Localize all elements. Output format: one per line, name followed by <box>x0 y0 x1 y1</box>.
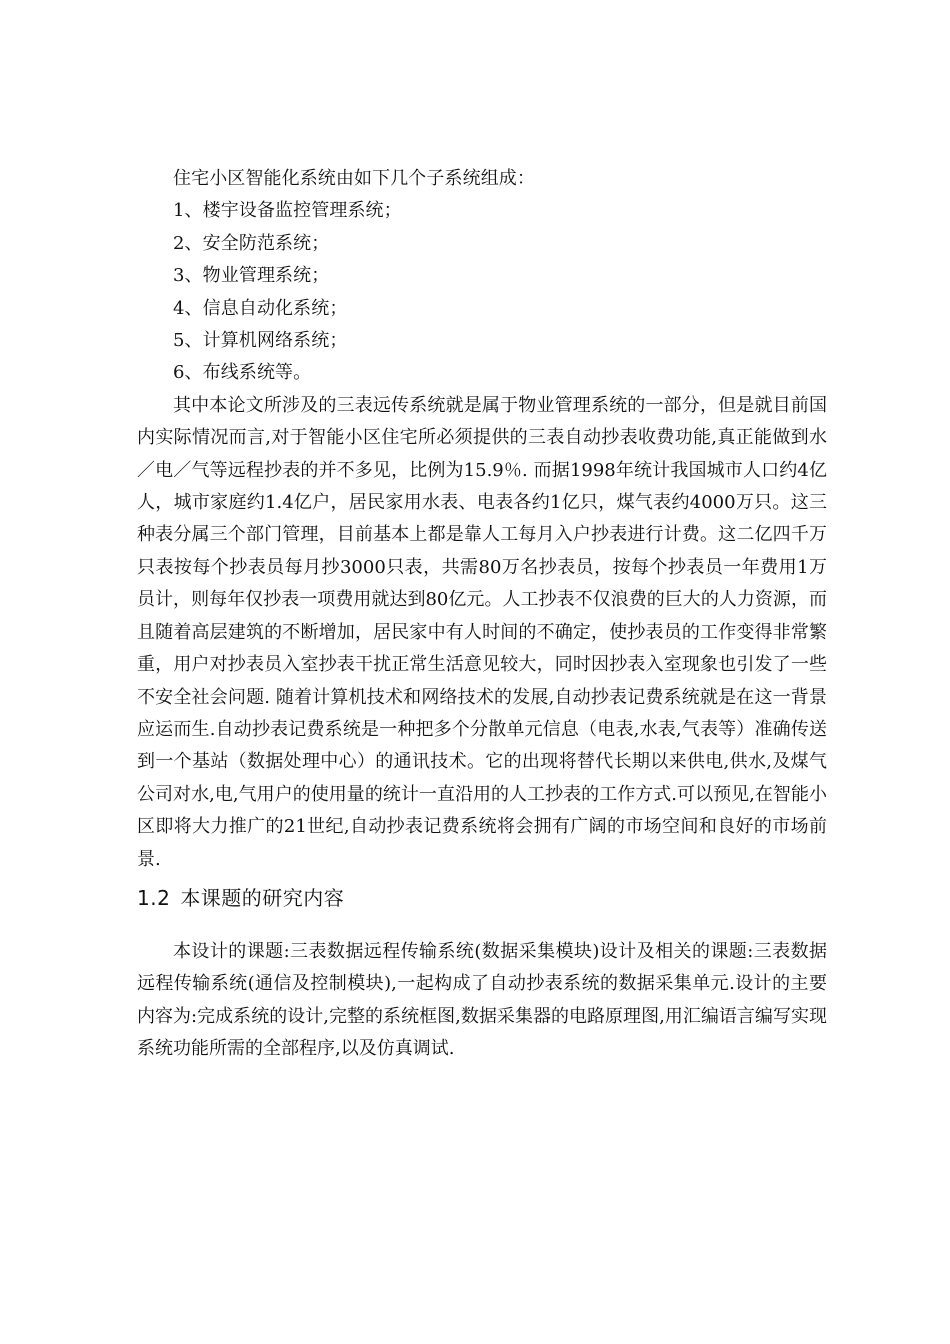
subsystem-item: 6、布线系统等。 <box>173 362 312 384</box>
subsystem-item: 2、安全防范系统； <box>173 232 330 254</box>
subsystem-item: 5、计算机网络系统； <box>173 330 348 352</box>
subsystem-item: 3、物业管理系统； <box>173 265 330 287</box>
page-body <box>137 163 827 1066</box>
subsystem-list <box>137 195 827 389</box>
intro-text: 住宅小区智能化系统由如下几个子系统组成： <box>173 168 535 189</box>
body-paragraph-research-content: 本设计的课题:三表数据远程传输系统(数据采集模块)设计及相关的课题:三表数据远程传输系统(通信及控制模块),一起构成了自动抄表系统的数据采集单元.设计的主要内容为:完成系统的设计,完整的系统框图,数据采集器的电路原理图,用汇编语言编写实现系统功能所需的全部程序,以及仿真调试. <box>137 940 827 1060</box>
body-paragraph-background: 其中本论文所涉及的三表远传系统就是属于物业管理系统的一部分，但是就目前国内实际情况而言,对于智能小区住宅所必须提供的三表自动抄表收费功能,真正能做到水／电／气等远程抄表的并不多见，比例为15.9％. 而据1998年统计我国城市人口约4亿人，城市家庭约1.4亿户，居民家用水表、电表各约1亿只，煤气表约4000万只。这三种表分属三个部门管理，目前基本上都是靠人工每月入户抄表进行计费。这二亿四千万只表按每个抄表员每月抄3000只表，共需80万名抄表员，按每个抄表员一年费用1万员计，则每年仅抄表一项费用就达到80亿元。人工抄表不仅浪费的巨大的人力资源，而且随着高层建筑的不断增加，居民家中有人时间的不确定，使抄表员的工作变得非常繁重，用户对抄表员入室抄表干扰正常生活意见较大，同时因抄表入室现象也引发了一些不安全社会问题. 随着计算机技术和网络技术的发展,自动抄表记费系统就是在这一背景应运而生.自动抄表记费系统是一种把多个分散单元信息（电表,水表,气表等）准确传送到一个基站（数据处理中心）的通讯技术。它的出现将替代长期以来供电,供水,及煤气公司对水,电,气用户的使用量的统计一直沿用的人工抄表的工作方式.可以预见,在智能小区即将大力推广的21世纪,自动抄表记费系统将会拥有广阔的市场空间和良好的市场前景. <box>137 394 827 870</box>
section-heading <box>137 884 827 912</box>
section-number: 1.2 <box>137 885 171 910</box>
subsystem-item: 4、信息自动化系统； <box>173 297 348 319</box>
subsystem-item: 1、楼宇设备监控管理系统； <box>173 200 402 222</box>
section-title: 本课题的研究内容 <box>180 885 345 910</box>
